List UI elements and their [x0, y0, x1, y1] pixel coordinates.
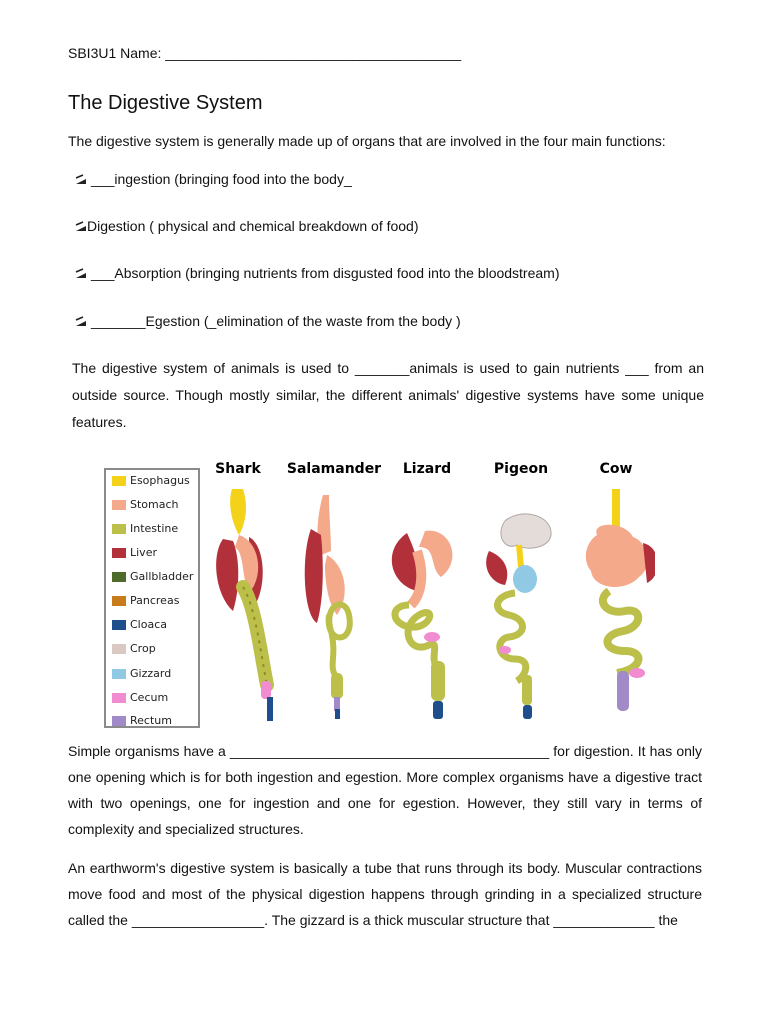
- legend-swatch: [112, 548, 126, 558]
- figure-legend: [104, 468, 200, 728]
- label-pigeon: Pigeon: [493, 461, 549, 477]
- bullet-text: ___ingestion (bringing food into the body_: [91, 171, 352, 187]
- legend-swatch: [112, 572, 126, 582]
- bullet-text: ___Absorption (bringing nutrients from disgusted food into the bloodstream): [91, 265, 560, 281]
- pen-bullet-icon: [75, 220, 87, 232]
- legend-item: Crop: [112, 642, 156, 655]
- pen-bullet-icon: [75, 315, 87, 327]
- pen-bullet-icon: [75, 267, 87, 279]
- legend-item: Gallbladder: [112, 570, 193, 583]
- legend-item: Esophagus: [112, 474, 190, 487]
- legend-swatch: [112, 620, 126, 630]
- bullet-item: [75, 171, 352, 187]
- legend-item: Pancreas: [112, 594, 179, 607]
- legend-swatch: [112, 716, 126, 726]
- legend-item: Cloaca: [112, 618, 167, 631]
- legend-item: Liver: [112, 546, 157, 559]
- legend-item: Gizzard: [112, 667, 171, 680]
- legend-item: Intestine: [112, 522, 178, 535]
- legend-item: Stomach: [112, 498, 179, 511]
- lizard-digestive-system: [392, 531, 453, 719]
- salamander-digestive-system: [305, 495, 350, 719]
- cow-digestive-system: [586, 489, 655, 711]
- label-cow: Cow: [599, 461, 633, 477]
- bullet-item: [75, 313, 461, 329]
- name-line: SBI3U1 Name: ______________________________________: [68, 45, 462, 61]
- page-title: The Digestive System: [68, 92, 263, 114]
- intro-text: The digestive system is generally made up of organs that are involved in the four main functions:: [68, 133, 666, 149]
- paragraph-earthworm: An earthworm's digestive system is basically a tube that runs through its body. Muscular contractions move food and most of the physical digestion happens through grinding in a specialized structure called the _________________. The gizzard is a thick muscular structure that _____________ the: [68, 860, 702, 928]
- bullet-item: [75, 218, 419, 234]
- legend-swatch: [112, 669, 126, 679]
- label-lizard: Lizard: [402, 461, 452, 477]
- bullet-text: _______Egestion (_elimination of the waste from the body ): [91, 313, 461, 329]
- pen-bullet-icon: [75, 173, 87, 185]
- legend-swatch: [112, 693, 126, 703]
- legend-swatch: [112, 524, 126, 534]
- paragraph-animals: The digestive system of animals is used to _______animals is used to gain nutrients ___ from an outside source. Though mostly similar, the different animals' digestive systems have some unique features.: [72, 360, 704, 430]
- digestive-systems-figure: [205, 455, 655, 730]
- legend-swatch: [112, 644, 126, 654]
- bullet-text: Digestion ( physical and chemical breakdown of food): [87, 218, 419, 234]
- legend-swatch: [112, 500, 126, 510]
- pigeon-digestive-system: [486, 514, 551, 719]
- legend-swatch: [112, 476, 126, 486]
- label-shark: Shark: [215, 461, 261, 477]
- bullet-item: [75, 265, 560, 281]
- paragraph-simple-organisms: Simple organisms have a _________________________________________ for digestion. It has only one opening which is for both ingestion and egestion. More complex organisms have a digestive tract with two openings, one for ingestion and one for egestion. However, they still vary in terms of complexity and specialized structures.: [68, 743, 702, 837]
- label-salamander: Salamander: [286, 461, 382, 477]
- legend-item: Rectum: [112, 714, 172, 727]
- shark-digestive-system: [216, 489, 273, 721]
- legend-item: Cecum: [112, 691, 168, 704]
- legend-swatch: [112, 596, 126, 606]
